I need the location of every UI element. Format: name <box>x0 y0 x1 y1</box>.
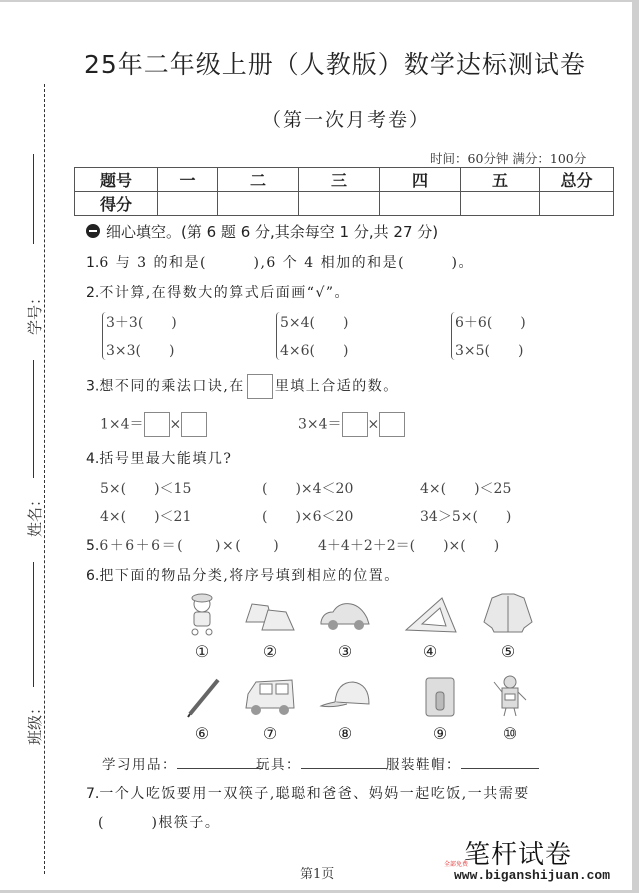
compare-bottom[interactable]: 4×6( ) <box>280 343 349 359</box>
question-number: 5. <box>86 538 100 554</box>
class-label: 班级： <box>26 699 45 746</box>
name-blank[interactable] <box>33 360 34 478</box>
section-heading-text: 细心填空。(第 6 题 6 分,其余每空 1 分,共 27 分) <box>106 223 439 241</box>
inequality[interactable]: 5×( )＜15 <box>100 481 192 497</box>
inequality[interactable]: 4×( )＜25 <box>420 481 512 497</box>
category-toys <box>256 753 387 773</box>
item-number: ⑦ <box>262 724 278 743</box>
student-id-label: 学号： <box>26 289 45 336</box>
score-cell[interactable] <box>158 192 218 216</box>
score-cell[interactable] <box>218 192 299 216</box>
category-blank[interactable] <box>177 768 263 769</box>
category-label: 学习用品： <box>102 757 177 773</box>
item-toy-car <box>315 592 375 661</box>
pencil-icon <box>174 674 230 718</box>
header-cell: 四 <box>380 168 461 192</box>
question-4 <box>86 448 232 468</box>
question-2 <box>86 282 350 302</box>
question-number: 4. <box>86 451 100 467</box>
header-cell: 五 <box>461 168 540 192</box>
section-one-icon <box>86 224 100 238</box>
inequality[interactable]: ( )×6＜20 <box>262 509 354 525</box>
exam-title: 25年二年级上册（人教版）数学达标测试卷 <box>84 50 586 79</box>
category-blank[interactable] <box>461 768 539 769</box>
question-text: 里填上合适的数。 <box>274 378 399 395</box>
question-1 <box>86 252 474 272</box>
compare-top[interactable]: 6＋6( ) <box>455 315 526 331</box>
question-text: 一个人吃饭要用一双筷子,聪聪和爸爸、妈妈一起吃饭,一共需要 <box>99 786 530 802</box>
score-row-label: 得分 <box>75 192 158 216</box>
item-robot <box>480 674 540 743</box>
class-blank[interactable] <box>33 562 34 687</box>
score-table-score-row <box>75 192 614 216</box>
header-cell: 三 <box>299 168 380 192</box>
example-box <box>247 374 273 399</box>
score-cell[interactable] <box>540 192 614 216</box>
question-6 <box>86 565 400 585</box>
item-number: ② <box>262 642 278 661</box>
question-text: 把下面的物品分类,将序号填到相应的位置。 <box>99 568 400 584</box>
item-number: ③ <box>337 642 353 661</box>
doll-icon <box>174 592 230 636</box>
exam-page <box>0 2 632 890</box>
header-cell: 题号 <box>75 168 158 192</box>
score-cell[interactable] <box>299 192 380 216</box>
sneakers-icon <box>242 592 298 636</box>
inequality[interactable]: ( )×4＜20 <box>262 481 354 497</box>
question-number: 3. <box>86 378 100 395</box>
binding-dashed-line <box>44 84 45 874</box>
name-label: 姓名： <box>26 491 45 538</box>
multiplication-expr-1 <box>100 412 207 437</box>
header-cell: 总分 <box>540 168 614 192</box>
student-id-blank[interactable] <box>33 154 34 244</box>
question-number: 2. <box>86 285 100 301</box>
header-cell: 一 <box>158 168 218 192</box>
times-sign: × <box>169 416 182 433</box>
question-number: 1. <box>86 255 100 271</box>
item-triangle-ruler <box>400 592 460 661</box>
compare-bottom[interactable]: 3×5( ) <box>455 343 524 359</box>
score-cell[interactable] <box>461 192 540 216</box>
inequality[interactable]: 4×( )＜21 <box>100 509 192 525</box>
header-cell: 二 <box>218 168 299 192</box>
item-backpack <box>410 674 470 743</box>
compare-bottom[interactable]: 3×3( ) <box>106 343 175 359</box>
item-number: ⑥ <box>194 724 210 743</box>
score-cell[interactable] <box>380 192 461 216</box>
item-jacket <box>478 592 538 661</box>
question-text: 6 与 3 的和是( ),6 个 4 相加的和是( )。 <box>99 255 474 271</box>
category-label: 服装鞋帽： <box>386 757 461 773</box>
inequality[interactable]: 34＞5×( ) <box>420 509 512 525</box>
question-text: 想不同的乘法口诀,在 <box>99 378 245 395</box>
question-number: 7. <box>86 786 100 802</box>
question-7 <box>86 783 530 803</box>
answer-box[interactable] <box>342 412 368 437</box>
jacket-icon <box>480 592 536 636</box>
score-table-header-row <box>75 168 614 192</box>
item-pencil <box>172 674 232 743</box>
category-label: 玩具： <box>256 757 301 773</box>
question-text: 括号里最大能填几? <box>99 451 233 467</box>
item-doll <box>172 592 232 661</box>
logo-tag: 全部免费 <box>444 861 469 868</box>
exam-subtitle: （第一次月考卷） <box>262 109 431 131</box>
item-number: ⑩ <box>502 724 518 743</box>
times-sign: × <box>367 416 380 433</box>
item-sneakers <box>240 592 300 661</box>
expression[interactable]: 4＋4＋2＋2＝( )×( ) <box>318 538 500 554</box>
backpack-icon <box>412 674 468 718</box>
item-cap <box>315 674 375 743</box>
question-5 <box>86 535 280 555</box>
triangle-ruler-icon <box>402 592 458 636</box>
van-icon <box>242 674 298 718</box>
compare-top[interactable]: 3＋3( ) <box>106 315 177 331</box>
question-text: 不计算,在得数大的算式后面画“√”。 <box>99 285 351 301</box>
item-van <box>240 674 300 743</box>
item-number: ⑤ <box>500 642 516 661</box>
score-table <box>74 167 614 216</box>
question-3 <box>86 374 399 399</box>
item-number: ① <box>194 642 210 661</box>
answer-box[interactable] <box>379 412 405 437</box>
car-icon <box>317 592 373 636</box>
section-heading <box>86 221 438 242</box>
cap-icon <box>317 674 373 718</box>
question-7-line2[interactable]: ( )根筷子。 <box>98 815 221 831</box>
item-number: ④ <box>422 642 438 661</box>
multiplication-expr-2 <box>298 412 405 437</box>
compare-top[interactable]: 5×4( ) <box>280 315 349 331</box>
page-number: 第1页 <box>300 867 335 882</box>
category-study-supplies <box>102 753 263 773</box>
expr-left: 3×4＝ <box>298 416 342 433</box>
answer-box[interactable] <box>144 412 170 437</box>
answer-box[interactable] <box>181 412 207 437</box>
question-number: 6. <box>86 568 100 584</box>
category-clothing <box>386 753 539 773</box>
category-blank[interactable] <box>301 768 387 769</box>
time-score-info: 时间：60分钟 满分：100分 <box>430 151 587 166</box>
expression[interactable]: 6＋6＋6＝( )×( ) <box>99 538 281 554</box>
logo-url[interactable]: www.biganshijuan.com <box>454 868 611 883</box>
item-number: ⑧ <box>337 724 353 743</box>
robot-icon <box>482 674 538 718</box>
item-number: ⑨ <box>432 724 448 743</box>
logo-text: 笔杆试卷 <box>464 840 573 870</box>
expr-left: 1×4＝ <box>100 416 144 433</box>
